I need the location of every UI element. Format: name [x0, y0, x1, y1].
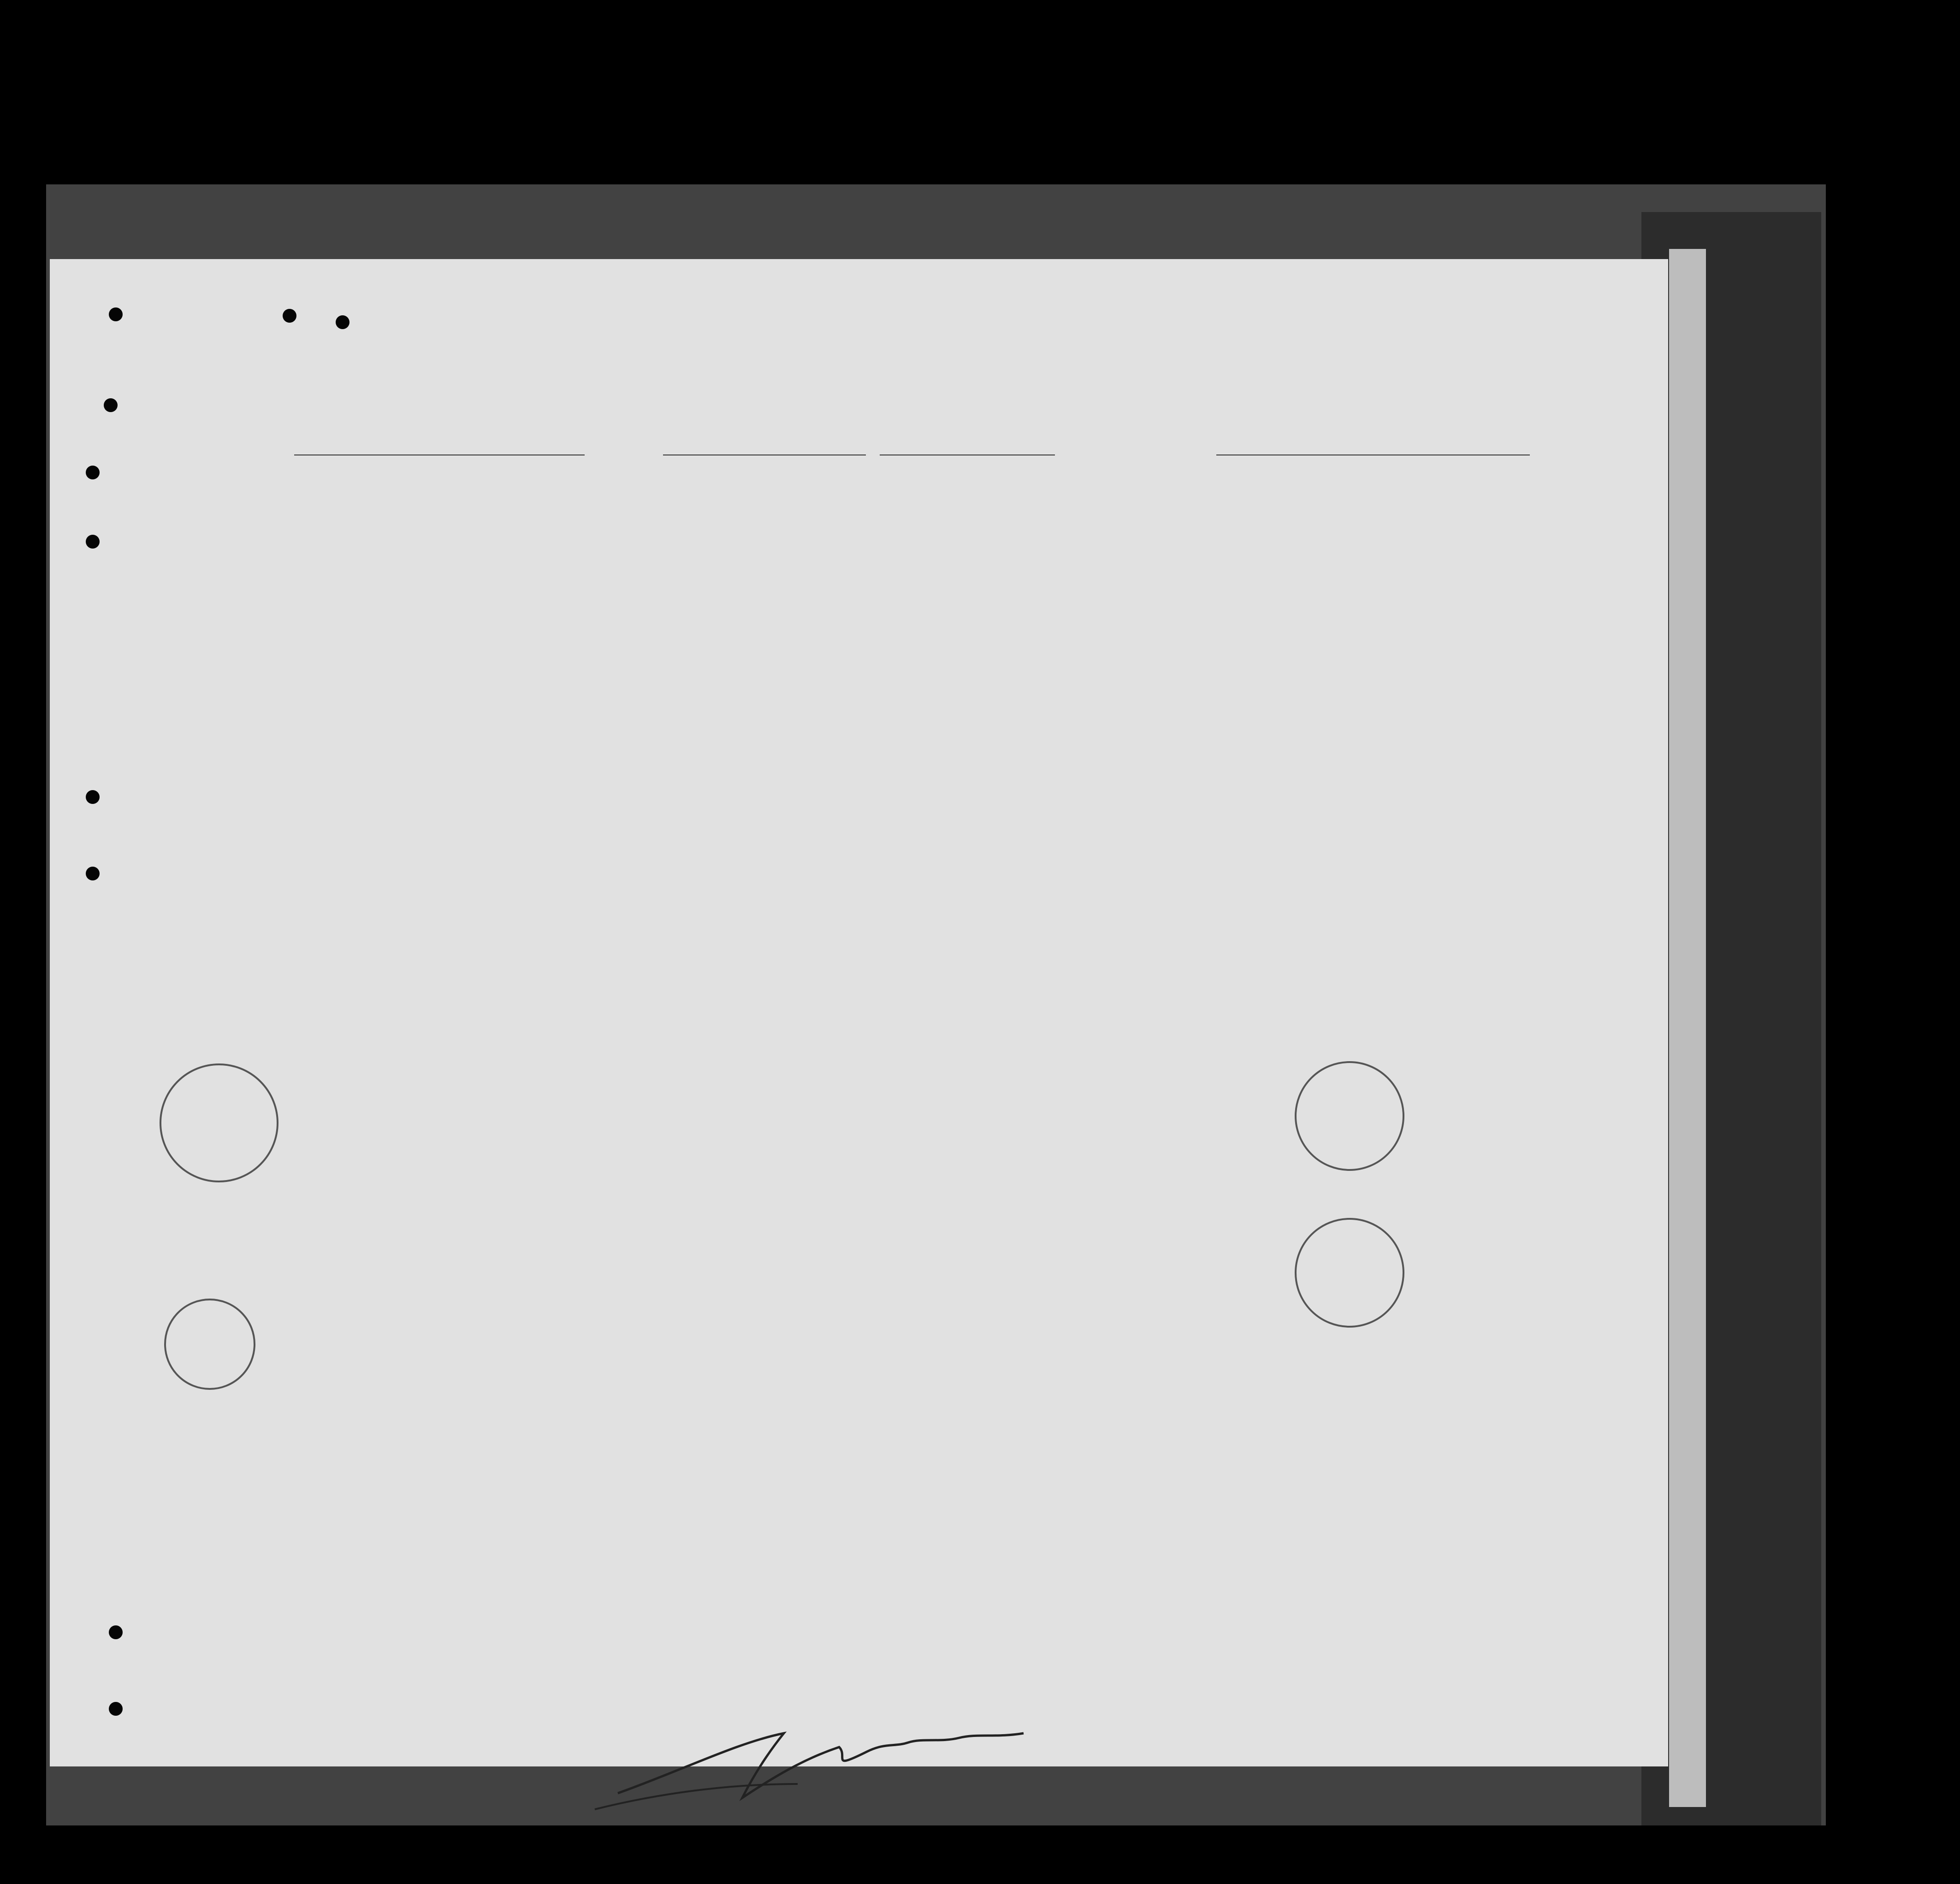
- consulate-stamp: [160, 1063, 278, 1182]
- backing-sheet-strip: [1669, 249, 1706, 1807]
- manifest-grid: [50, 259, 1668, 1766]
- manifest-page: [50, 259, 1668, 1766]
- consulate-stamp: [1295, 1218, 1404, 1328]
- consulate-stamp: [1295, 1061, 1404, 1171]
- backing-sheet-edge: [1641, 212, 1821, 1825]
- inspector-signature: [590, 1715, 1051, 1821]
- consulate-stamp: [164, 1299, 255, 1390]
